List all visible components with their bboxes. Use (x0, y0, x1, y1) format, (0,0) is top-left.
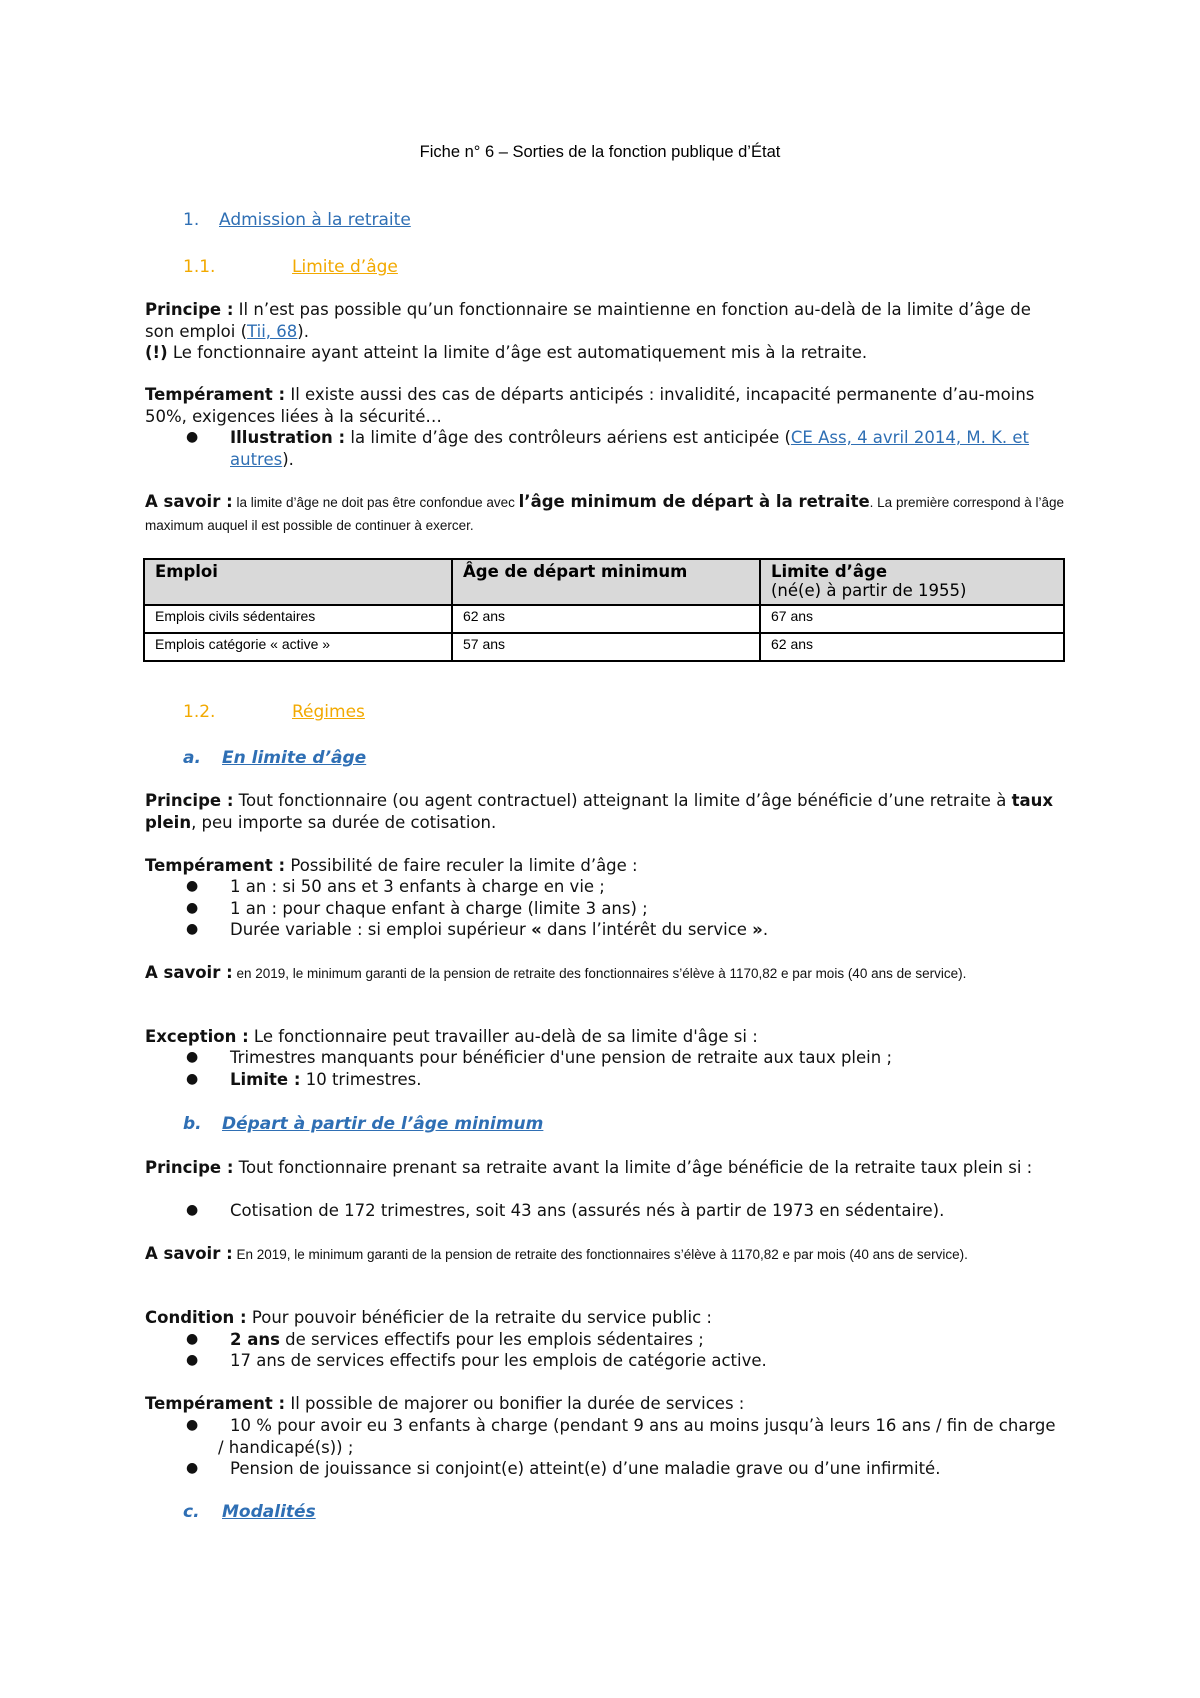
principe-paragraph (145, 790, 1065, 833)
label: Principe : (145, 791, 234, 810)
text: , peu importe sa durée de cotisation. (191, 812, 497, 832)
table-cell: 57 ans (452, 633, 760, 661)
heading-number: 1. (183, 210, 200, 230)
age-limits-table (143, 558, 1065, 662)
table-header-row (144, 559, 1064, 605)
list-item-text: 1 an : si 50 ans et 3 enfants à charge en vie ; (230, 877, 605, 896)
text: . (762, 920, 769, 939)
list-item-text: Cotisation de 172 trimestres, soit 43 ans (assurés nés à partir de 1973 en sédentaire). (230, 1201, 945, 1220)
bullet-icon: ● (186, 1331, 199, 1347)
heading-modalites (183, 1502, 316, 1522)
label: Principe : (145, 300, 234, 319)
bullet-icon: ● (186, 921, 199, 937)
table-cell: Emplois catégorie « active » (144, 633, 452, 661)
label: Principe : (145, 1158, 234, 1177)
heading-depart-age-minimum (183, 1114, 543, 1134)
bold-text: » (752, 920, 763, 939)
list-item-text: Pension de jouissance si conjoint(e) atteint(e) d’une maladie grave ou d’une infirmité. (230, 1459, 941, 1478)
temperament-paragraph (145, 384, 1065, 427)
text: Le fonctionnaire peut travailler au-delà de sa limite d'âge si : (248, 1027, 758, 1046)
text: Possibilité de faire reculer la limite d’âge : (285, 856, 638, 875)
a-savoir-paragraph (145, 962, 1065, 985)
list-item-text (186, 919, 1066, 941)
label: Exception : (145, 1027, 249, 1046)
bold-text: taux plein (145, 791, 1053, 832)
heading-number: c. (183, 1502, 200, 1522)
bullet-icon: ● (186, 1202, 199, 1218)
text: Il possible de majorer ou bonifier la durée de services : (285, 1394, 745, 1413)
heading-text: En limite d’âge (222, 748, 367, 768)
table-cell: 67 ans (760, 605, 1064, 633)
bold-text: l’âge minimum de départ à la retraite (518, 492, 870, 511)
list-item (186, 1069, 1066, 1091)
header-text: Limite d’âge (771, 562, 888, 581)
table-cell: 62 ans (760, 633, 1064, 661)
heading-text: Limite d’âge (292, 257, 398, 277)
heading-text: Départ à partir de l’âge minimum (222, 1114, 544, 1134)
text: en 2019, le minimum garanti de la pension de retraite des fonctionnaires s’élève à 1170,82 e par mois (40 ans de service). (232, 966, 967, 981)
list-item (186, 898, 1066, 920)
condition-paragraph (145, 1307, 1065, 1329)
heading-text: Admission à la retraite (219, 210, 411, 230)
list-item (186, 1415, 1066, 1458)
text: Tout fonctionnaire (ou agent contractuel) atteignant la limite d’âge bénéficie d’une retraite à (233, 791, 1012, 810)
text: . La première correspond à l’âge maximum auquel il est possible de continuer à exercer. (145, 495, 1065, 533)
text: Trimestres manquants pour bénéficier d'une pension de retraite aux taux plein ; (230, 1048, 893, 1067)
principe-paragraph (145, 299, 1065, 342)
text: 10 trimestres. (300, 1070, 422, 1089)
bullet-icon: ● (186, 1071, 199, 1087)
bullet-icon: ● (186, 429, 199, 445)
text: Le fonctionnaire ayant atteint la limite d’âge est automatiquement mis à la retraite. (167, 343, 868, 362)
list-item-text (186, 1350, 1066, 1372)
label: A savoir : (145, 963, 233, 982)
text: la limite d’âge ne doit pas être confondue avec (232, 495, 519, 510)
temperament-paragraph (145, 855, 1065, 877)
list-item (186, 1329, 1066, 1351)
list-item (186, 1200, 1066, 1222)
label: Condition : (145, 1308, 247, 1327)
document-title: Fiche n° 6 – Sorties de la fonction publique d’État (419, 143, 781, 161)
list-item (186, 1350, 1066, 1372)
a-savoir-paragraph (145, 1243, 1065, 1266)
heading-number: 1.1. (183, 257, 216, 277)
exception-paragraph (145, 1026, 1065, 1048)
label: (!) (145, 343, 168, 362)
table-header-cell (144, 559, 452, 605)
label: Tempérament : (145, 1394, 286, 1413)
heading-text: Régimes (292, 702, 365, 722)
heading-admission-retraite (183, 210, 411, 230)
table-header-cell (760, 559, 1064, 605)
label: Illustration : (230, 428, 346, 447)
label: Tempérament : (145, 856, 286, 875)
text: Durée variable : si emploi supérieur (230, 920, 532, 939)
list-item-text (186, 1047, 1066, 1069)
table-cell: 62 ans (452, 605, 760, 633)
heading-limite-age (183, 257, 398, 277)
bullet-icon: ● (186, 1460, 199, 1476)
list-item (186, 876, 1066, 898)
reference-link[interactable]: CE Ass, 4 avril 2014, M. K. et autres (230, 428, 1030, 469)
bold-text: « (531, 920, 542, 939)
table-row (144, 633, 1064, 661)
temperament-paragraph (145, 1393, 1065, 1415)
header-subtext: (né(e) à partir de 1955) (771, 581, 967, 600)
heading-text: Modalités (222, 1502, 316, 1522)
reference-link[interactable]: Tii, 68 (247, 321, 298, 341)
text: Pour pouvoir bénéficier de la retraite du service public : (246, 1308, 712, 1327)
text: ). (282, 449, 294, 469)
heading-regimes (183, 702, 365, 722)
header-text: Emploi (155, 562, 218, 581)
list-item-text (186, 1329, 1066, 1351)
text: Il n’est pas possible qu’un fonctionnaire se maintienne en fonction au-delà de la limite d’âge de son emploi ( (145, 300, 1031, 341)
heading-en-limite-age (183, 748, 366, 768)
heading-number: 1.2. (183, 702, 216, 722)
table-header-cell (452, 559, 760, 605)
bullet-icon: ● (186, 1049, 199, 1065)
header-text: Âge de départ minimum (463, 562, 688, 581)
warning-paragraph (145, 342, 1065, 364)
list-item (186, 1458, 1066, 1480)
label: A savoir : (145, 492, 233, 511)
text: dans l’intérêt du service (541, 920, 753, 939)
text: Il existe aussi des cas de départs anticipés : invalidité, incapacité permanente d’au-moins 50%, exigences liées à la sécurité… (145, 385, 1035, 426)
list-item (186, 919, 1066, 941)
label: Tempérament : (145, 385, 286, 404)
list-item (186, 427, 1066, 470)
list-item-text (186, 1069, 1066, 1091)
label: A savoir : (145, 1244, 233, 1263)
text: la limite d’âge des contrôleurs aériens est anticipée ( (345, 428, 791, 447)
text: de services effectifs pour les emplois sédentaires ; (279, 1330, 704, 1349)
bullet-icon: ● (186, 900, 199, 916)
bullet-icon: ● (186, 1417, 199, 1433)
text: En 2019, le minimum garanti de la pension de retraite des fonctionnaires s’élève à 1170,82 e par mois (40 ans de service). (232, 1247, 968, 1262)
list-item (186, 1047, 1066, 1069)
text: Tout fonctionnaire prenant sa retraite avant la limite d’âge bénéficie de la retraite taux plein si : (233, 1158, 1033, 1177)
bold-text: 2 ans (230, 1330, 280, 1349)
text: 17 ans de services effectifs pour les emplois de catégorie active. (230, 1351, 767, 1370)
bullet-icon: ● (186, 878, 199, 894)
bullet-icon: ● (186, 1352, 199, 1368)
table-row (144, 605, 1064, 633)
list-item-text: 10 % pour avoir eu 3 enfants à charge (pendant 9 ans au moins jusqu’à leurs 16 ans / fin de charge / handicapé(s)) ; (218, 1416, 1056, 1457)
heading-number: a. (183, 748, 201, 768)
bold-text: Limite : (230, 1070, 301, 1089)
text: ). (297, 321, 309, 341)
a-savoir-paragraph (145, 491, 1065, 536)
table-cell: Emplois civils sédentaires (144, 605, 452, 633)
heading-number: b. (183, 1114, 202, 1134)
list-item-text: 1 an : pour chaque enfant à charge (limite 3 ans) ; (230, 899, 648, 918)
principe-paragraph (145, 1157, 1065, 1179)
